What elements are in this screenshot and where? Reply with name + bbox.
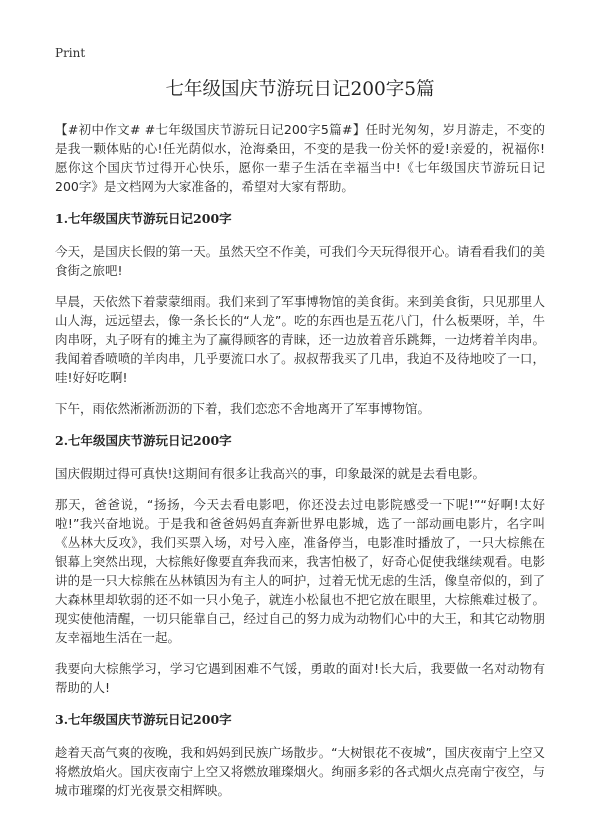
section-heading: 2.七年级国庆节游玩日记200字	[55, 433, 232, 448]
paragraph: 我要向大棕熊学习，学习它遇到困难不气馁，勇敢的面对!长大后，我要做一名对动物有帮助的人!	[55, 661, 545, 695]
document-title: 七年级国庆节游玩日记200字5篇	[165, 79, 435, 100]
section-heading: 3.七年级国庆节游玩日记200字	[55, 712, 232, 727]
paragraph: 那天，爸爸说，“扬扬，今天去看电影吧，你还没去过电影院感受一下呢!”“好啊!太好啦!”我兴奋地说。于是我和爸爸妈妈直奔新世界电影城，选了一部动画电影片，名字叫《丛林大反攻》，我们买票入场，对号入座，准备停当，电影准时播放了，一只大棕熊在银幕上突然出现，大棕熊好像要直奔我而来，我害怕极了，好奇心促使我继续观看。电影讲的是一只大棕熊在丛林镇因为有主人的呵护，过着无忧无虑的生活，像皇帝似的，到了大森林里却软弱的还不如一只小兔子，就连小松鼠也不把它放在眼里，大棕熊难过极了。现实使他清醒，一切只能靠自己，经过自己的努力成为动物们心中的大王，和其它动物朋友幸福地生活在一起。	[55, 497, 545, 645]
intro-paragraph: 【#初中作文# #七年级国庆节游玩日记200字5篇#】任时光匆匆，岁月游走，不变的是我一颗体贴的心!任光荫似水，沧海桑田，不变的是我一份关怀的爱!亲爱的，祝福你!愿你这个国庆节过得开心快乐，愿你一辈子生活在幸福当中!《七年级国庆节游玩日记200字》是文档网为大家准备的，希望对大家有帮助。	[55, 122, 545, 194]
section-2	[55, 432, 545, 697]
print-label: Print	[55, 46, 86, 60]
paragraph: 今天，是国庆长假的第一天。虽然天空不作美，可我们今天玩得很开心。请看看我们的美食街之旅吧!	[55, 244, 545, 278]
paragraph: 趁着天高气爽的夜晚，我和妈妈到民族广场散步。“大树银花不夜城”，国庆夜南宁上空又将燃放焰火。国庆夜南宁上空又将燃放璀璨烟火。绚丽多彩的各式烟火点亮南宁夜空，与城市璀璨的灯光夜景交相辉映。	[55, 745, 545, 798]
paragraph: 国庆假期过得可真快!这期间有很多让我高兴的事，印象最深的就是去看电影。	[55, 466, 486, 481]
paragraph: 早晨，天依然下着蒙蒙细雨。我们来到了军事博物馆的美食街。来到美食街，只见那里人山人海，远远望去，像一条长长的“人龙”。吃的东西也是五花八门，什么板栗呀，羊，牛肉串呀，丸子呀有的摊主为了赢得顾客的青睐，还一边放着音乐跳舞，一边烤着羊肉串。我闻着香喷喷的羊肉串，几乎要流口水了。叔叔帮我买了几串，我迫不及待地咬了一口，哇!好好吃啊!	[55, 294, 545, 385]
section-3	[55, 711, 545, 800]
document-page	[55, 76, 545, 812]
paragraph: 下午，雨依然淅淅沥沥的下着，我们恋恋不舍地离开了军事博物馆。	[55, 401, 431, 416]
section-heading: 1.七年级国庆节游玩日记200字	[55, 211, 232, 226]
section-1	[55, 210, 545, 418]
